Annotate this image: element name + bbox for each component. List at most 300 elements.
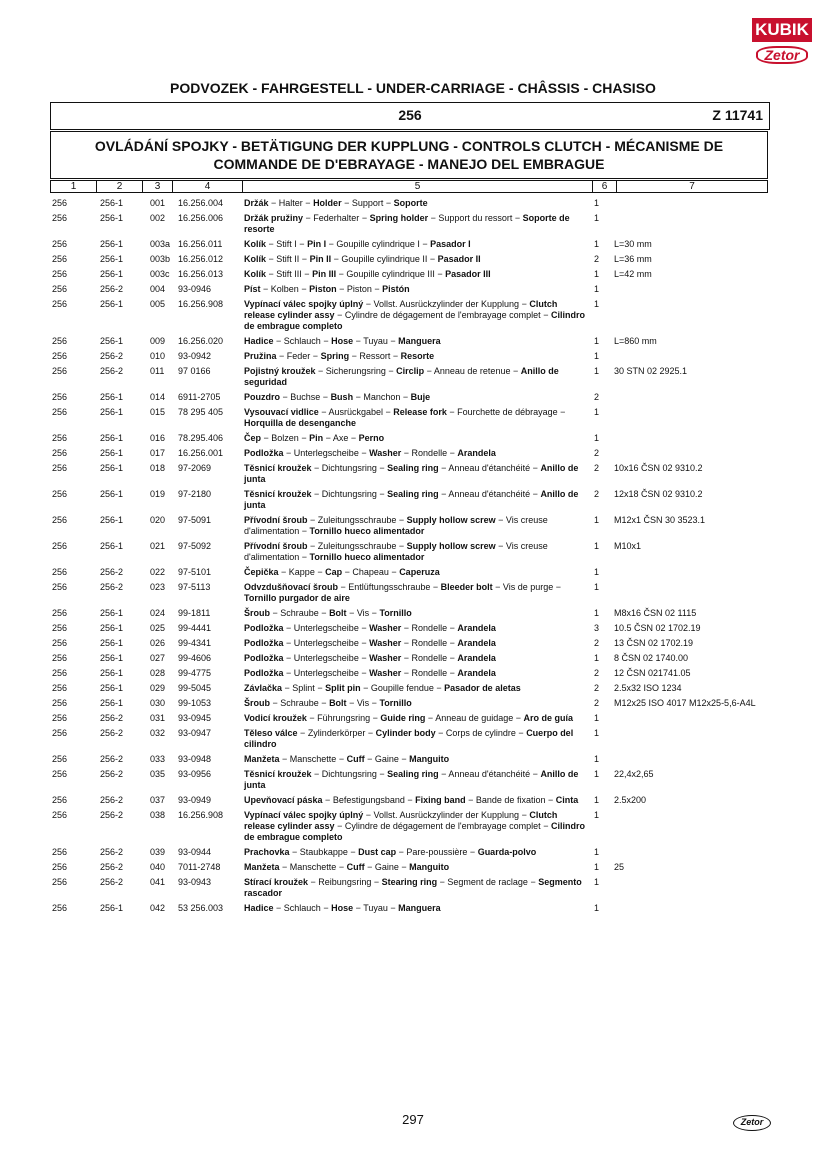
table-cell-c4: 16.256.908 [178,299,224,309]
table-cell-c2: 256-2 [100,567,124,577]
table-cell-c3: 003b [150,254,171,264]
table-row [52,623,772,634]
table-cell-c2: 256-1 [100,489,124,499]
page-title: OVLÁDÁNÍ SPOJKY - BETÄTIGUNG DER KUPPLUNG - CONTROLS CLUTCH - MÉCANISME DE COMMANDE DE D'EBRAYAGE - MANEJO DEL EMBRAGUE [50,131,768,179]
table-cell-c4: 93-0948 [178,754,212,764]
table-cell-c7: L=30 mm [614,239,652,249]
column-header: 6 [592,180,616,193]
table-cell-c6: 1 [594,366,600,376]
table-row [52,698,772,709]
table-cell-c4: 97-5091 [178,515,212,525]
table-cell-c4: 99-4775 [178,668,212,678]
table-cell-c6: 3 [594,623,600,633]
table-cell-c3: 019 [150,489,166,499]
table-cell-c1: 256 [52,515,68,525]
table-cell-c6: 1 [594,582,600,592]
table-cell-c7 [614,728,772,750]
table-cell-c2: 256-2 [100,847,124,857]
table-cell-c3: 030 [150,698,166,708]
table-row [52,489,772,511]
table-cell-c7: 25 [614,862,625,872]
table-cell-c2: 256-1 [100,623,124,633]
table-cell-c1: 256 [52,351,68,361]
table-cell-c5: Přívodní šroub − Zuleitungsschraube − Supply hollow screw − Vis creuse d'alimentation − Tornillo hueco alimentador [244,541,548,562]
table-cell-c5: Vysouvací vidlice − Ausrückgabel − Release fork − Fourchette de débrayage − Horquilla de desenganche [244,407,566,428]
column-headers [50,180,768,193]
table-cell-c2: 256-2 [100,582,124,592]
table-cell-c2: 256-2 [100,810,124,820]
table-cell-c1: 256 [52,407,68,417]
table-cell-c4: 53 256.003 [178,903,224,913]
table-cell-c4: 97-5113 [178,582,211,592]
table-cell-c6: 1 [594,284,600,294]
table-cell-c6: 2 [594,392,600,402]
table-cell-c4: 93-0945 [178,713,212,723]
table-cell-c2: 256-1 [100,463,124,473]
table-cell-c3: 039 [150,847,166,857]
table-cell-c7 [614,877,772,899]
column-header: 7 [616,180,768,193]
parts-table [52,198,772,918]
table-cell-c5: Pouzdro − Buchse − Bush − Manchon − Buje [244,392,431,402]
table-cell-c2: 256-1 [100,903,124,913]
table-cell-c4: 16.256.020 [178,336,224,346]
table-cell-c7: 2.5x32 ISO 1234 [614,683,682,693]
table-cell-c7 [614,754,772,765]
table-cell-c3: 015 [150,407,166,417]
table-cell-c5: Podložka − Unterlegscheibe − Washer − Rondelle − Arandela [244,653,496,663]
table-cell-c6: 1 [594,653,600,663]
table-cell-c3: 016 [150,433,166,443]
table-cell-c7: L=860 mm [614,336,657,346]
table-row [52,668,772,679]
table-cell-c2: 256-1 [100,448,124,458]
table-cell-c3: 035 [150,769,166,779]
table-row [52,213,772,235]
table-cell-c7: 2.5x200 [614,795,647,805]
table-cell-c2: 256-1 [100,254,124,264]
table-cell-c7 [614,713,772,724]
table-cell-c1: 256 [52,668,68,678]
table-cell-c4: 93-0946 [178,284,212,294]
table-cell-c5: Pojistný kroužek − Sicherungsring − Circlip − Anneau de retenue − Anillo de seguridad [244,366,559,387]
table-cell-c7 [614,299,772,332]
table-cell-c6: 2 [594,683,600,693]
table-cell-c5: Šroub − Schraube − Bolt − Vis − Tornillo [244,608,412,618]
table-cell-c6: 1 [594,769,600,779]
table-cell-c3: 001 [150,198,166,208]
table-cell-c7: L=42 mm [614,269,652,279]
table-cell-c6: 1 [594,713,600,723]
table-cell-c3: 009 [150,336,166,346]
table-cell-c4: 16.256.004 [178,198,224,208]
table-cell-c6: 1 [594,903,600,913]
table-cell-c4: 93-0942 [178,351,212,361]
table-cell-c5: Těsnicí kroužek − Dichtungsring − Sealing ring − Anneau d'étanchéité − Anillo de junta [244,463,579,484]
table-cell-c5: Čepička − Kappe − Cap − Chapeau − Caperuza [244,567,440,577]
table-cell-c6: 2 [594,254,600,264]
table-cell-c1: 256 [52,728,68,738]
table-cell-c5: Hadice − Schlauch − Hose − Tuyau − Manguera [244,903,441,913]
table-cell-c6: 1 [594,862,600,872]
table-cell-c2: 256-1 [100,269,124,279]
table-cell-c4: 16.256.011 [178,239,223,249]
table-cell-c5: Držák − Halter − Holder − Support − Soporte [244,198,428,208]
table-row [52,392,772,403]
table-cell-c3: 002 [150,213,166,223]
table-cell-c1: 256 [52,433,68,443]
table-cell-c7 [614,407,772,429]
table-cell-c5: Stírací kroužek − Reibungsring − Stearing ring − Segment de raclage − Segmento rascador [244,877,582,898]
table-cell-c2: 256-1 [100,198,124,208]
table-cell-c1: 256 [52,847,68,857]
table-cell-c7: 10.5 ČSN 02 1702.19 [614,623,701,633]
table-cell-c5: Závlačka − Splint − Split pin − Goupille fendue − Pasador de aletas [244,683,521,693]
table-cell-c1: 256 [52,698,68,708]
table-cell-c5: Kolík − Stift I − Pin I − Goupille cylindrique I − Pasador I [244,239,471,249]
table-cell-c1: 256 [52,769,68,779]
table-cell-c6: 1 [594,407,600,417]
table-cell-c3: 021 [150,541,166,551]
table-cell-c7: M8x16 ČSN 02 1115 [614,608,697,618]
table-cell-c2: 256-2 [100,769,124,779]
table-cell-c3: 020 [150,515,166,525]
group-header [50,102,770,130]
table-cell-c2: 256-1 [100,433,124,443]
column-header: 3 [142,180,172,193]
table-cell-c6: 1 [594,239,600,249]
table-cell-c6: 1 [594,336,600,346]
table-cell-c7 [614,448,772,459]
table-cell-c7: 22,4x2,65 [614,769,654,779]
table-cell-c2: 256-1 [100,336,124,346]
table-cell-c2: 256-1 [100,541,124,551]
table-cell-c7: 30 STN 02 2925.1 [614,366,688,376]
table-cell-c1: 256 [52,254,68,264]
table-cell-c3: 038 [150,810,166,820]
table-cell-c4: 97 0166 [178,366,211,376]
table-cell-c6: 1 [594,567,600,577]
table-row [52,877,772,899]
table-cell-c4: 97-5101 [178,567,212,577]
table-cell-c6: 1 [594,299,600,309]
table-row [52,582,772,604]
table-row [52,541,772,563]
table-cell-c4: 93-0949 [178,795,212,805]
table-cell-c1: 256 [52,541,68,551]
table-cell-c7 [614,284,772,295]
table-cell-c3: 042 [150,903,166,913]
table-cell-c5: Podložka − Unterlegscheibe − Washer − Rondelle − Arandela [244,668,496,678]
table-cell-c2: 256-1 [100,515,124,525]
table-cell-c2: 256-2 [100,366,124,376]
table-cell-c2: 256-2 [100,351,124,361]
table-cell-c3: 026 [150,638,166,648]
table-cell-c7 [614,847,772,858]
table-cell-c1: 256 [52,269,68,279]
table-cell-c2: 256-1 [100,407,124,417]
table-cell-c3: 022 [150,567,166,577]
table-row [52,448,772,459]
table-cell-c4: 7011-2748 [178,862,221,872]
table-cell-c4: 16.256.006 [178,213,224,223]
table-cell-c6: 1 [594,351,600,361]
table-cell-c4: 99-5045 [178,683,212,693]
table-cell-c2: 256-2 [100,862,124,872]
table-row [52,284,772,295]
table-row [52,299,772,332]
table-cell-c7 [614,213,772,235]
table-cell-c1: 256 [52,336,68,346]
table-cell-c7 [614,582,772,604]
table-cell-c1: 256 [52,489,68,499]
table-cell-c1: 256 [52,903,68,913]
table-row [52,239,772,250]
table-cell-c1: 256 [52,608,68,618]
table-cell-c5: Hadice − Schlauch − Hose − Tuyau − Manguera [244,336,441,346]
table-row [52,754,772,765]
table-cell-c5: Odvzdušňovací šroub − Entlüftungsschraube − Bleeder bolt − Vis de purge − Tornillo purgador de aire [244,582,562,603]
table-cell-c4: 93-0956 [178,769,212,779]
table-cell-c5: Vypínací válec spojky úplný − Vollst. Ausrückzylinder der Kupplung − Clutch release cylinder assy − Cylindre de dégagement de l'embrayage complet − Cilindro de embrague completo [244,810,585,842]
table-cell-c3: 027 [150,653,166,663]
table-row [52,683,772,694]
table-cell-c4: 97-5092 [178,541,212,551]
table-cell-c5: Vypínací válec spojky úplný − Vollst. Ausrückzylinder der Kupplung − Clutch release cylinder assy − Cylindre de dégagement de l'embrayage complet − Cilindro de embrague completo [244,299,585,331]
table-cell-c3: 014 [150,392,166,402]
table-cell-c6: 1 [594,608,600,618]
table-cell-c4: 93-0944 [178,847,212,857]
table-cell-c3: 041 [150,877,166,887]
table-cell-c4: 93-0943 [178,877,212,887]
table-cell-c5: Píst − Kolben − Piston − Piston − Pistón [244,284,410,294]
table-cell-c3: 031 [150,713,166,723]
table-cell-c6: 1 [594,810,600,820]
column-header: 5 [242,180,592,193]
table-cell-c6: 1 [594,728,600,738]
column-header: 4 [172,180,242,193]
table-cell-c3: 033 [150,754,166,764]
table-cell-c7: 12 ČSN 021741.05 [614,668,691,678]
zetor-footer-logo: Zetor [733,1115,771,1131]
table-row [52,713,772,724]
table-cell-c5: Vodicí kroužek − Führungsring − Guide ring − Anneau de guidage − Aro de guía [244,713,574,723]
table-cell-c7 [614,433,772,444]
section-title: PODVOZEK - FAHRGESTELL - UNDER-CARRIAGE - CHÂSSIS - CHASISO [170,80,656,96]
table-cell-c1: 256 [52,810,68,820]
table-cell-c5: Podložka − Unterlegscheibe − Washer − Rondelle − Arandela [244,623,496,633]
table-cell-c2: 256-2 [100,754,124,764]
table-cell-c3: 010 [150,351,166,361]
table-cell-c1: 256 [52,392,68,402]
table-cell-c6: 1 [594,433,600,443]
table-cell-c6: 1 [594,847,600,857]
table-cell-c1: 256 [52,754,68,764]
table-row [52,351,772,362]
table-cell-c1: 256 [52,713,68,723]
table-cell-c5: Podložka − Unterlegscheibe − Washer − Rondelle − Arandela [244,448,496,458]
table-cell-c1: 256 [52,463,68,473]
zetor-logo-text: Zetor [756,46,808,64]
table-cell-c5: Těleso válce − Zylinderkörper − Cylinder body − Corps de cylindre − Cuerpo del cilindro [244,728,574,749]
table-cell-c2: 256-2 [100,713,124,723]
table-cell-c7: 12x18 ČSN 02 9310.2 [614,489,703,499]
table-cell-c5: Držák pružiny − Federhalter − Spring holder − Support du ressort − Soporte de resorte [244,213,570,234]
table-cell-c3: 024 [150,608,166,618]
table-cell-c1: 256 [52,582,68,592]
table-cell-c5: Manžeta − Manschette − Cuff − Gaine − Manguito [244,862,450,872]
table-cell-c1: 256 [52,366,68,376]
table-cell-c7: M12x1 ČSN 30 3523.1 [614,515,706,525]
table-row [52,254,772,265]
table-cell-c7: 8 ČSN 02 1740.00 [614,653,689,663]
table-cell-c2: 256-1 [100,683,124,693]
table-row [52,463,772,485]
table-cell-c5: Kolík − Stift III − Pin III − Goupille cylindrique III − Pasador III [244,269,491,279]
table-cell-c3: 011 [150,366,165,376]
table-cell-c4: 99-4441 [178,623,212,633]
table-cell-c1: 256 [52,653,68,663]
table-cell-c7 [614,903,772,914]
table-cell-c4: 16.256.908 [178,810,224,820]
page-number: 297 [402,1112,424,1127]
table-cell-c7 [614,810,772,843]
table-cell-c1: 256 [52,862,68,872]
table-cell-c2: 256-2 [100,795,124,805]
table-cell-c5: Čep − Bolzen − Pin − Axe − Perno [244,433,385,443]
column-header: 2 [96,180,142,193]
table-cell-c7: 10x16 ČSN 02 9310.2 [614,463,703,473]
table-cell-c1: 256 [52,877,68,887]
table-cell-c7 [614,198,772,209]
table-cell-c1: 256 [52,239,68,249]
table-cell-c3: 037 [150,795,166,805]
table-row [52,810,772,843]
table-cell-c3: 028 [150,668,166,678]
table-cell-c3: 025 [150,623,166,633]
table-cell-c2: 256-1 [100,239,124,249]
table-row [52,638,772,649]
table-cell-c7: L=36 mm [614,254,652,264]
table-cell-c5: Těsnicí kroužek − Dichtungsring − Sealing ring − Anneau d'étanchéité − Anillo de junta [244,489,579,510]
table-cell-c5: Podložka − Unterlegscheibe − Washer − Rondelle − Arandela [244,638,496,648]
table-cell-c4: 97-2069 [178,463,212,473]
table-cell-c7: M10x1 [614,541,642,551]
table-cell-c1: 256 [52,213,68,223]
table-cell-c6: 1 [594,269,600,279]
table-cell-c3: 003c [150,269,170,279]
table-cell-c3: 023 [150,582,166,592]
table-cell-c3: 004 [150,284,166,294]
table-cell-c1: 256 [52,795,68,805]
table-cell-c5: Pružina − Feder − Spring − Ressort − Resorte [244,351,435,361]
table-row [52,862,772,873]
table-cell-c4: 99-4341 [178,638,212,648]
table-cell-c1: 256 [52,623,68,633]
table-cell-c1: 256 [52,299,68,309]
table-cell-c6: 2 [594,448,600,458]
table-row [52,728,772,750]
table-cell-c4: 78.295.406 [178,433,224,443]
table-cell-c4: 78 295 405 [178,407,224,417]
table-cell-c3: 003a [150,239,171,249]
table-cell-c1: 256 [52,567,68,577]
table-cell-c1: 256 [52,683,68,693]
table-row [52,433,772,444]
table-cell-c4: 99-1811 [178,608,211,618]
table-cell-c6: 2 [594,638,600,648]
group-number: 256 [398,107,422,123]
table-cell-c2: 256-1 [100,698,124,708]
table-cell-c5: Kolík − Stift II − Pin II − Goupille cylindrique II − Pasador II [244,254,481,264]
table-row [52,795,772,806]
table-cell-c6: 1 [594,541,600,551]
table-cell-c6: 1 [594,515,600,525]
table-cell-c2: 256-2 [100,877,124,887]
table-cell-c6: 2 [594,698,600,708]
table-cell-c3: 029 [150,683,166,693]
table-cell-c4: 16.256.013 [178,269,224,279]
table-cell-c6: 2 [594,668,600,678]
table-row [52,366,772,388]
table-cell-c6: 1 [594,198,600,208]
table-cell-c7 [614,567,772,578]
table-row [52,269,772,280]
table-cell-c2: 256-1 [100,299,124,309]
table-row [52,407,772,429]
table-row [52,769,772,791]
table-cell-c6: 2 [594,489,600,499]
table-cell-c2: 256-1 [100,668,124,678]
table-cell-c1: 256 [52,284,68,294]
table-cell-c3: 017 [150,448,166,458]
table-cell-c2: 256-1 [100,638,124,648]
table-cell-c4: 97-2180 [178,489,212,499]
table-row [52,567,772,578]
table-cell-c5: Prachovka − Staubkappe − Dust cap − Pare-poussière − Guarda-polvo [244,847,537,857]
table-cell-c1: 256 [52,198,68,208]
table-row [52,198,772,209]
table-cell-c5: Upevňovací páska − Befestigungsband − Fixing band − Bande de fixation − Cinta [244,795,579,805]
table-cell-c5: Přívodní šroub − Zuleitungsschraube − Supply hollow screw − Vis creuse d'alimentation − Tornillo hueco alimentador [244,515,548,536]
table-row [52,903,772,914]
table-cell-c4: 16.256.012 [178,254,224,264]
table-cell-c6: 1 [594,877,600,887]
table-cell-c6: 1 [594,754,600,764]
table-cell-c1: 256 [52,638,68,648]
table-cell-c6: 1 [594,795,600,805]
table-row [52,847,772,858]
table-cell-c3: 018 [150,463,166,473]
table-cell-c4: 93-0947 [178,728,212,738]
kubik-logo [752,12,812,74]
table-cell-c7: 13 ČSN 02 1702.19 [614,638,694,648]
table-cell-c6: 1 [594,213,600,223]
table-cell-c4: 6911-2705 [178,392,221,402]
table-cell-c2: 256-1 [100,653,124,663]
group-code: Z 11741 [712,107,763,123]
table-cell-c2: 256-2 [100,728,124,738]
table-cell-c2: 256-1 [100,608,124,618]
table-cell-c7 [614,351,772,362]
table-cell-c7 [614,392,772,403]
table-cell-c2: 256-1 [100,213,124,223]
table-row [52,515,772,537]
table-row [52,653,772,664]
table-row [52,336,772,347]
table-cell-c5: Manžeta − Manschette − Cuff − Gaine − Manguito [244,754,450,764]
table-cell-c2: 256-2 [100,284,124,294]
